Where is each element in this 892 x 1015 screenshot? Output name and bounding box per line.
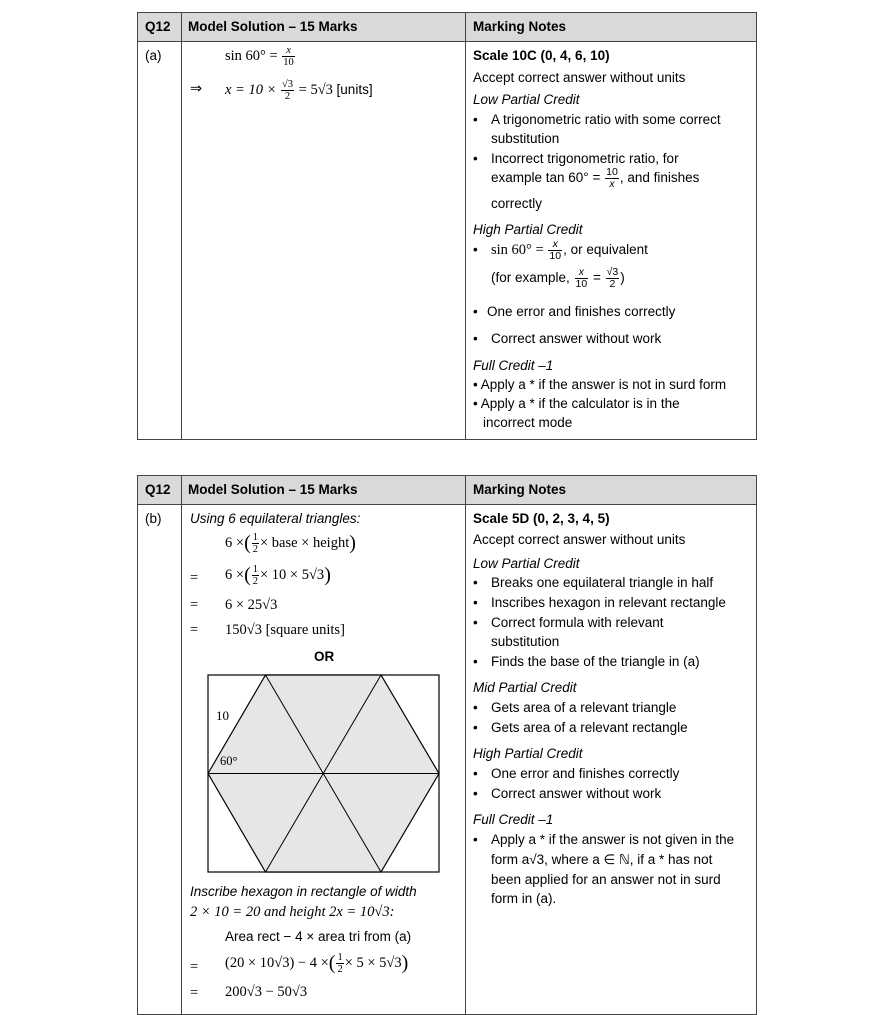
list-item: • One error and finishes correctly (473, 766, 680, 781)
full-credit-title: Full Credit –1 (473, 812, 554, 827)
solution-line-2: x = 10 × $\frac{√3}{2}$ = 5√3 [units] (225, 79, 373, 102)
header-model-solution: Model Solution – 15 Marks (188, 482, 358, 497)
side-length-label: 10 (216, 708, 229, 723)
hexagon-diagram (207, 674, 442, 875)
area-rect-text: Area rect − 4 × area tri from (a) (225, 929, 412, 944)
list-item-continued: substitution (491, 131, 560, 146)
list-item-continued: incorrect mode (483, 415, 573, 430)
list-item: • Incorrect trigonometric ratio, for (473, 151, 679, 166)
list-item: • Apply a * if the calculator is in the (473, 396, 680, 411)
inscribe-text: 2 × 10 = 20 and height 2x = 10√3: (190, 904, 395, 920)
equals-sign: = (190, 570, 199, 586)
column-divider (181, 476, 182, 1014)
accept-note: Accept correct answer without units (473, 532, 686, 547)
header-q: Q12 (145, 482, 171, 497)
list-item: • Correct answer without work (473, 331, 662, 346)
solution-line-3: 6 × 25√3 (225, 597, 278, 613)
list-item: • Correct answer without work (473, 786, 662, 801)
scale-label: Scale 10C (0, 4, 6, 10) (473, 48, 610, 63)
list-item: • Gets area of a relevant triangle (473, 700, 677, 715)
solution-line-2: 6 ×( $\frac{1}{2}$ × 10 × 5√3) (225, 564, 331, 587)
header-q: Q12 (145, 19, 171, 34)
equals-sign: = (190, 959, 199, 975)
high-partial-title: High Partial Credit (473, 746, 583, 761)
full-credit-title: Full Credit –1 (473, 358, 554, 373)
solution-line-1: sin 60° = $\frac{x}{10}$ (225, 45, 294, 68)
list-item-continued: substitution (491, 634, 560, 649)
marking-table-a (137, 12, 757, 440)
solution-intro: Using 6 equilateral triangles: (190, 511, 361, 526)
high-partial-title: High Partial Credit (473, 222, 583, 237)
accept-note: Accept correct answer without units (473, 70, 686, 85)
list-item: • Finds the base of the triangle in (a) (473, 654, 700, 669)
or-label: OR (314, 649, 335, 664)
solution-line-5: (20 × 10√3) − 4 ×( $\frac{1}{2}$ × 5 × 5√3) (225, 952, 409, 975)
list-item-continued: (for example, $\frac{x}{10}$ = $\frac{√3}{2}$ ) (491, 266, 625, 290)
list-item: • Inscribes hexagon in relevant rectangle (473, 595, 726, 610)
mid-partial-title: Mid Partial Credit (473, 680, 577, 695)
angle-label: 60° (220, 754, 238, 768)
scale-label: Scale 5D (0, 2, 3, 4, 5) (473, 511, 610, 526)
list-item: • Apply a * if the answer is not given in the (473, 832, 735, 847)
solution-line-6: 200√3 − 50√3 (225, 984, 308, 1000)
marking-table-b (137, 475, 757, 1015)
list-item-continued: been applied for an answer not in surd (491, 872, 721, 887)
equals-sign: = (190, 597, 199, 613)
equals-sign: = (190, 622, 199, 638)
column-divider (465, 13, 466, 439)
part-label: (b) (145, 511, 162, 526)
header-marking-notes: Marking Notes (473, 19, 567, 34)
column-divider (465, 476, 466, 1014)
list-item: • Apply a * if the answer is not in surd form (473, 377, 727, 392)
list-item-continued: form a√3, where a ∈ ℕ, if a * has not (491, 852, 713, 867)
list-item: • A trigonometric ratio with some correct (473, 112, 721, 127)
list-item: • sin 60° = $\frac{x}{10}$ , or equivalent (473, 238, 648, 262)
part-label: (a) (145, 48, 162, 63)
low-partial-title: Low Partial Credit (473, 556, 580, 571)
equals-sign: = (190, 985, 199, 1001)
implies-symbol: ⇒ (190, 81, 203, 97)
list-item-continued: correctly (491, 196, 543, 211)
list-item: • One error and finishes correctly (473, 304, 676, 319)
list-item: • Gets area of a relevant rectangle (473, 720, 688, 735)
inscribe-text: Inscribe hexagon in rectangle of width (190, 884, 417, 899)
header-model-solution: Model Solution – 15 Marks (188, 19, 358, 34)
header-marking-notes: Marking Notes (473, 482, 567, 497)
low-partial-title: Low Partial Credit (473, 92, 580, 107)
solution-line-4: 150√3 [square units] (225, 622, 345, 638)
list-item: • Breaks one equilateral triangle in half (473, 575, 714, 590)
solution-line-1: 6 ×( $\frac{1}{2}$ × base × height) (225, 532, 356, 555)
list-item-continued: example tan 60° = $\frac{10}{x}$ , and finishes (491, 166, 700, 190)
column-divider (181, 13, 182, 439)
list-item: • Correct formula with relevant (473, 615, 664, 630)
list-item-continued: form in (a). (491, 891, 557, 906)
